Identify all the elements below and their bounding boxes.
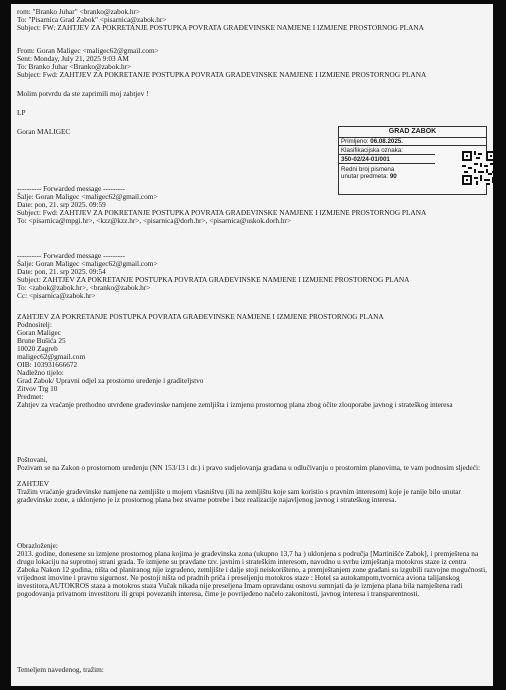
closing-line: Temeljem navedenog, tražim:	[17, 665, 104, 674]
request-title: ZAHTJEV ZA POKRETANJE POSTUPKA POVRATA GRAĐEVINSKE NAMJENE I IZMJENE PROSTORNOG PLANA	[17, 312, 384, 321]
email-sent: Sent: Monday, July 21, 2025 9:03 AM	[17, 54, 129, 63]
note-line: LP	[17, 108, 26, 117]
body-line: OIB: 103931666672	[17, 360, 78, 369]
stamp-title: GRAD ZABOK	[339, 127, 486, 138]
email-subject: Subject: ZAHTJEV ZA POKRETANJE POSTUPKA POVRATA GRAĐEVINSKE NAMJENE I IZMJENE PROSTORNOG PLANA	[17, 275, 410, 284]
email-to: To: Branko Juhar <Branko@zabok.hr>	[17, 62, 132, 71]
stamp-number-label2: unutar predmeta:	[341, 173, 389, 180]
stamp-received-label: Primljeno:	[341, 138, 369, 145]
body-line: Predmet:	[17, 392, 44, 401]
registry-stamp	[338, 126, 487, 195]
body-line: Grad Zabok/ Upravni odjel za prostorno uređenje i graditeljstvo	[17, 376, 204, 385]
body-line: Nadležno tijelo:	[17, 368, 64, 377]
email-to: To: <pisarnica@mpgi.hr>, <kzz@kzz.hr>, <pisarnica@dorh.hr>, <pisarnica@uskok.dorh.hr>	[17, 216, 292, 225]
body-line: Podnositelj:	[17, 320, 52, 329]
stamp-number-label: Redni broj pismena	[341, 166, 395, 173]
body-line: Zitvov Trg 10	[17, 384, 58, 393]
note-signature: Goran MALIGEC	[17, 127, 71, 136]
email-to: To: "Pisarnica Grad Zabok" <pisarnica@zabok.hr>	[17, 15, 167, 24]
email-date: Date: pon, 21. srp 2025. 09:54	[17, 267, 106, 276]
email-subject: Subject: Fwd: ZAHTJEV ZA POKRETANJE POSTUPKA POVRATA GRADEVINSKE NAMJENE I IZMJENE PROSTORNOG PLANA	[17, 70, 427, 79]
body-line: maligec62@gmail.com	[17, 352, 86, 361]
email-from: Šalje: Goran Maligec <maligec62@gmail.com>	[17, 259, 158, 268]
request-paragraph: Tražim vraćanje građevinske namjene na zemljište u mojem vlasništvu (ili na zemljištu koje sam koristio s pravnim interesom) koje je ranije bilo unutar građevinske zone, a uklonjeno je iz prostornog plana bez stvarne potrebe i bez realizacije najavljenog javnog i strateškog interesa.	[17, 487, 461, 504]
body-line: Goran Maligec	[17, 328, 61, 337]
justification-label: Obrazloženje:	[17, 541, 58, 550]
forward-separator: ---------- Forwarded message ---------	[17, 251, 125, 260]
email-from: From: Goran Maligec <maligec62@gmail.com>	[17, 46, 159, 55]
email-to: To: <zabok@zabok.hr>, <branko@zabok.hr>	[17, 283, 151, 292]
justification-paragraph: 2013. godine, donesene su izmjene prostornog plana kojima je građevinska zona (ukupno 13,7 ha ) uklonjena s područja [Martinišće Zabok], i premještena na drugu lokaciju na suprotnoj strani grada. Te izmjene su pravdane tzv. javnim i strateškim interesom, navodno u svrhu izmještanja motokros staze iz centra Zaboka Nakon 12 godina, ništa od planiranog nije izgrađeno, zemljište i dalje stoji neiskorišteno, a premještanjem zone građani su izgubili razvojne mogućnosti, vrijednost imovine i pravnu sigurnost. Ne postoji ništa od pradnih priča i preseljenju motokros staze : Hotel sa autokampom,tvornica aviona talijanskog investitora,AUTOKROS staza a motokros staza Vučak nikada nije preseljena Imam opravdanu osnovu sumnjati da je izmjena plana bila namještena radi pogodovanja privatnom investitoru ili grupi povezanih interesa, čime je povrijeđeno načelo zakonitosti, javnog interesa i transparentnosti.	[17, 549, 487, 598]
email-cc: Cc: <pisarnica@zabok.hr>	[17, 291, 96, 300]
note-line: Molim potvrdu da ste zaprimili moj zahtjev !	[17, 89, 149, 98]
stamp-class-value: 350-02/24-01/001	[339, 155, 435, 164]
stamp-received-date: 06.08.2025.	[370, 138, 403, 145]
qr-code-icon	[462, 151, 493, 185]
salutation: Poštovani,	[17, 455, 48, 464]
stamp-class-label: Klasifikacijska oznaka:	[339, 146, 435, 155]
request-label: ZAHTJEV	[17, 479, 50, 488]
email-date: Date: pon, 21. srp 2025. 09:59	[17, 200, 106, 209]
stamp-number-value: 90	[389, 173, 397, 180]
email-subject: Subject: FW: ZAHTJEV ZA POKRETANJE POSTUPKA POVRATA GRAĐEVINSKE NAMJENE I IZMJENE PROSTORNOG PLANA	[17, 23, 424, 32]
body-line: Brune Bušića 25	[17, 336, 66, 345]
request-subject: Zahtjev za vraćanje prethodno utvrđene građevinske namjene zemljišta i izmjenu prostornog plana zbog očite zlouporabe javnog i strateškog interesa	[17, 400, 453, 409]
email-from: Šalje: Goran Maligec <maligec62@gmail.com>	[17, 192, 158, 201]
email-from: rom: "Branko Juhar" <branko@zabok.hr>	[17, 7, 141, 16]
intro-paragraph: Pozivam se na Zakon o prostornom uređenju (NN 153/13 i dr.) i pravo sudjelovanja građana u odlučivanju o prostornim planovima, te vam podnosim sljedeći:	[17, 463, 481, 472]
body-line: 10020 Zagreb	[17, 344, 58, 353]
email-subject: Subject: Fwd: ZAHTJEV ZA POKRETANJE POSTUPKA POVRATA GRAĐEVINSKE NAMJENE I IZMJENE PROSTORNOG PLANA	[17, 208, 427, 217]
scanned-document	[11, 4, 493, 686]
forward-separator: ---------- Forwarded message ---------	[17, 184, 125, 193]
